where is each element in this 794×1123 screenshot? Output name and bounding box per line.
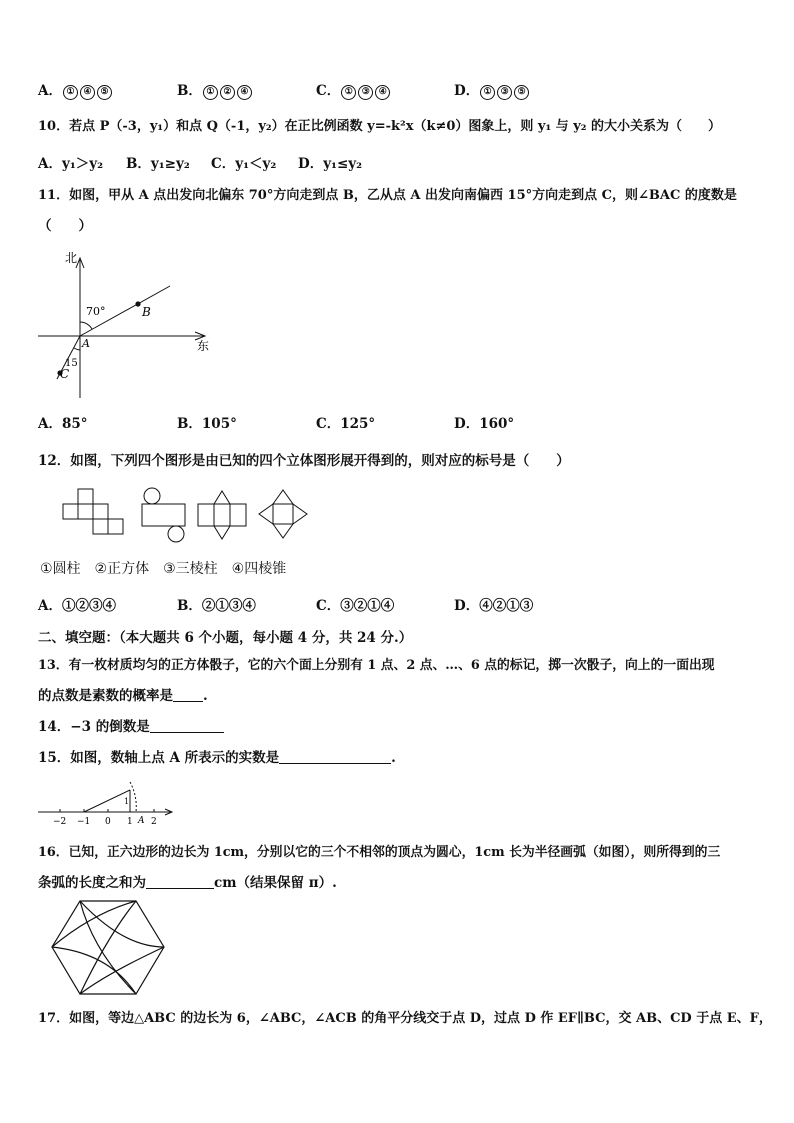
prism-net — [198, 491, 246, 539]
q11-direction-figure — [0, 248, 794, 408]
q9-option-a: A． ① ④ ⑤ — [38, 81, 113, 101]
unit-label: 1 — [124, 797, 130, 806]
q17-stem: 17．如图，等边△ABC 的边长为 6，∠ABC，∠ACB 的角平分线交于点 D，过点 D 作 EF∥BC，交 AB、CD 于点 E、F， — [38, 1011, 772, 1026]
q11-stem: 11．如图，甲从 A 点出发向北偏东 70°方向走到点 B，乙从点 A 出发向南偏西 15°方向走到点 C，则∠BAC 的度数是 — [38, 188, 737, 203]
q11-paren: （ ） — [38, 218, 92, 234]
arc-1 — [80, 901, 136, 994]
q16-hexagon-figure — [0, 895, 794, 1005]
q15-number-line-figure — [0, 778, 794, 828]
circled-number: ④ — [80, 85, 95, 100]
q16-stem-line1: 16．已知，正六边形的边长为 1cm，分别以它的三个不相邻的顶点为圆心，1cm 长为半径画弧（如图），则所得到的三 — [38, 845, 721, 860]
arc-5 — [52, 947, 136, 994]
q12-option-a: A．①②③④ — [38, 598, 116, 614]
point-a-label: A — [138, 816, 145, 826]
q12-option-b: B．②①③④ — [177, 598, 256, 614]
q10-option-b: B．y₁≥y₂ — [126, 156, 190, 172]
circled-number: ① — [341, 85, 356, 100]
q12-option-d: D．④②①③ — [454, 598, 534, 614]
tick-label-1: 1 — [127, 817, 133, 827]
section-heading: 二、填空题：（本大题共 6 个小题，每小题 4 分，共 24 分.） — [38, 630, 413, 646]
q13-stem-line1: 13．有一枚材质均匀的正方体骰子，它的六个面上分别有 1 点、2 点、…、6 点的标记，掷一次骰子，向上的一面出现 — [38, 658, 715, 673]
circled-number: ① — [480, 85, 495, 100]
q12-stem: 12．如图，下列四个图形是由已知的四个立体图形展开得到的，则对应的标号是（ ） — [38, 453, 570, 469]
tick-label-2: 2 — [151, 817, 157, 827]
q16-stem-line2: 条弧的长度之和为 cm（结果保留 π）. — [38, 875, 337, 891]
q10-option-d: D．y₁≤y₂ — [298, 156, 363, 172]
cube-net — [63, 489, 123, 534]
angle-arc-15 — [74, 348, 80, 350]
circled-number: ⑤ — [514, 85, 529, 100]
point-b-label: B — [142, 305, 151, 319]
angle-70-label: 70° — [86, 305, 106, 318]
tick-label-0: 0 — [105, 817, 111, 827]
circled-number: ① — [63, 85, 78, 100]
circled-number: ④ — [375, 85, 390, 100]
q11-option-c: C．125° — [316, 416, 376, 432]
arc-2 — [80, 901, 164, 947]
q11-option-b: B．105° — [177, 416, 237, 432]
q10-option-c: C．y₁＜y₂ — [211, 156, 277, 172]
q12-solids-list: ①圆柱 ②正方体 ③三棱柱 ④四棱锥 — [40, 561, 287, 577]
angle-arc-70 — [80, 322, 92, 329]
point-a-label: A — [82, 337, 90, 350]
east-label: 东 — [197, 339, 210, 353]
q10-option-a: A．y₁＞y₂ — [38, 156, 103, 172]
hexagon — [52, 901, 164, 994]
point-b — [135, 301, 140, 306]
q11-option-a: A．85° — [38, 416, 88, 432]
circled-number: ① — [203, 85, 218, 100]
pyramid-net — [259, 490, 307, 538]
point-c-label: C — [60, 367, 70, 381]
answer-blank[interactable] — [146, 874, 214, 889]
circled-number: ③ — [358, 85, 373, 100]
arc-6 — [80, 947, 164, 994]
q15-stem: 15．如图，数轴上点 A 所表示的实数是 . — [38, 750, 396, 766]
cylinder-net — [142, 488, 185, 542]
q9-option-c: C． ① ③ ④ — [316, 81, 391, 101]
tick-label-minus2: −2 — [53, 817, 67, 827]
compass-arc — [130, 782, 136, 812]
q14-stem: 14．−3 的倒数是 — [38, 717, 224, 737]
angle-15-label: 15 — [65, 358, 78, 369]
north-label: 北 — [65, 251, 78, 265]
q11-option-d: D．160° — [454, 416, 515, 432]
circled-number: ② — [220, 85, 235, 100]
arc-3 — [80, 901, 136, 994]
circled-number: ⑤ — [97, 85, 112, 100]
q9-option-b: B． ① ② ④ — [177, 81, 253, 101]
tick-label-minus1: −1 — [77, 817, 91, 827]
answer-blank[interactable] — [150, 718, 224, 733]
circled-number: ③ — [497, 85, 512, 100]
answer-blank[interactable] — [173, 687, 203, 702]
q9-option-d: D． ① ③ ⑤ — [454, 81, 530, 101]
circled-number: ④ — [237, 85, 252, 100]
arc-4 — [52, 901, 136, 947]
q12-nets-figure — [0, 486, 794, 546]
q12-option-c: C．③②①④ — [316, 598, 395, 614]
answer-blank[interactable] — [279, 749, 391, 764]
q10-stem: 10．若点 P（-3，y₁）和点 Q（-1，y₂）在正比例函数 y=-k²x（k≠0）图象上，则 y₁ 与 y₂ 的大小关系为（ ） — [38, 119, 721, 134]
q13-stem-line2: 的点数是素数的概率是 . — [38, 688, 208, 704]
